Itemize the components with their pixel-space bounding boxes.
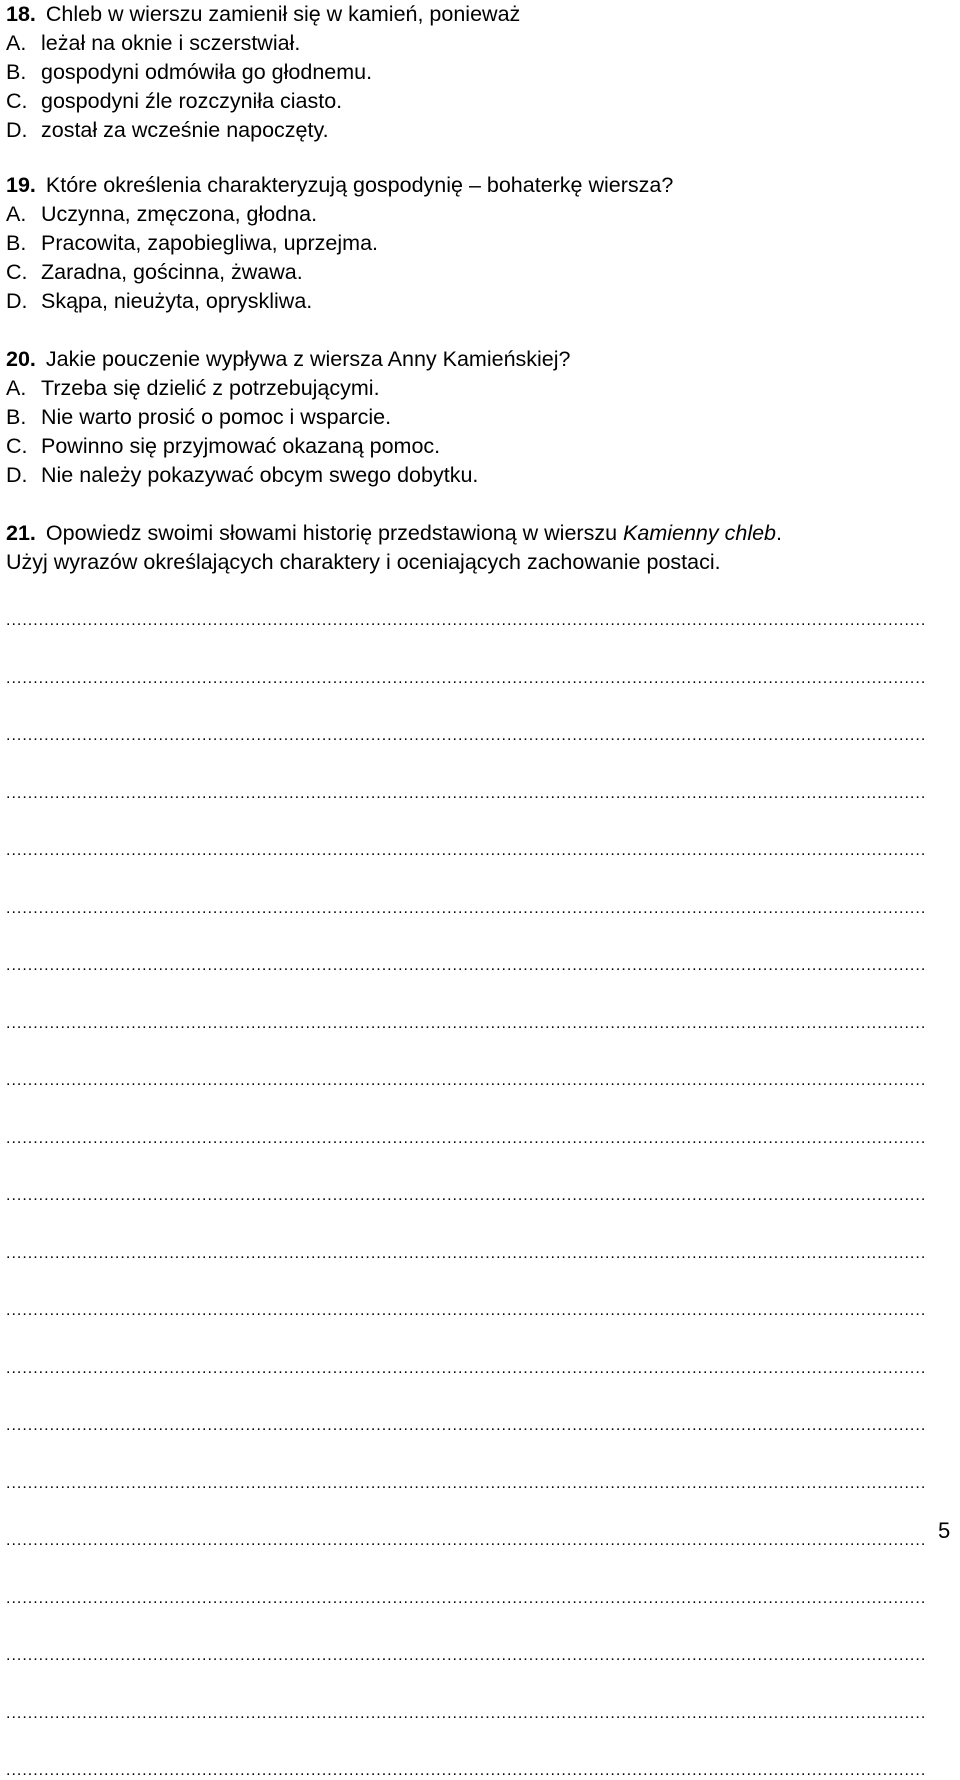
- question-19-stem: [6, 171, 673, 200]
- answer-line[interactable]: .........................................................................................................................................................................: [6, 1589, 927, 1607]
- answer-line[interactable]: .........................................................................................................................................................................: [6, 1014, 927, 1032]
- q20-option-b[interactable]: [6, 403, 391, 432]
- option-letter: C.: [6, 434, 28, 458]
- answer-line[interactable]: .........................................................................................................................................................................: [6, 899, 927, 917]
- answer-line[interactable]: .........................................................................................................................................................................: [6, 1532, 927, 1549]
- question-18-stem: [6, 0, 520, 29]
- answer-line[interactable]: .........................................................................................................................................................................: [6, 784, 927, 802]
- option-letter: B.: [6, 405, 27, 429]
- question-text: Opowiedz swoimi słowami historię przedstawioną w wierszu: [45, 521, 618, 545]
- answer-line[interactable]: .........................................................................................................................................................................: [6, 1359, 927, 1377]
- answer-line[interactable]: .........................................................................................................................................................................: [6, 1762, 927, 1779]
- option-text: Nie należy pokazywać obcym swego dobytku.: [41, 463, 479, 487]
- option-text: gospodyni odmówiła go głodnemu.: [41, 60, 373, 84]
- option-text: Powinno się przyjmować okazaną pomoc.: [41, 434, 441, 458]
- instruction-text: Użyj wyrazów określających charaktery i oceniających zachowanie postaci.: [6, 550, 721, 574]
- answer-line[interactable]: .........................................................................................................................................................................: [6, 1302, 927, 1319]
- q18-option-c[interactable]: [6, 87, 342, 116]
- answer-line[interactable]: .........................................................................................................................................................................: [6, 669, 927, 687]
- q19-option-b[interactable]: [6, 229, 378, 258]
- question-text-end: .: [776, 521, 782, 545]
- option-letter: C.: [6, 260, 28, 284]
- answer-line[interactable]: .........................................................................................................................................................................: [6, 1244, 927, 1262]
- option-letter: B.: [6, 60, 27, 84]
- answer-line[interactable]: .........................................................................................................................................................................: [6, 957, 927, 974]
- question-21-instruction: [6, 548, 721, 577]
- option-letter: D.: [6, 463, 28, 487]
- q18-option-a[interactable]: [6, 29, 300, 58]
- question-number: 20.: [6, 347, 36, 371]
- q20-option-c[interactable]: [6, 432, 440, 461]
- answer-line[interactable]: .........................................................................................................................................................................: [6, 1072, 927, 1089]
- option-letter: A.: [6, 202, 27, 226]
- option-letter: D.: [6, 289, 28, 313]
- q19-option-c[interactable]: [6, 258, 303, 287]
- q20-option-d[interactable]: [6, 461, 478, 490]
- option-letter: C.: [6, 89, 28, 113]
- page-number: 5: [938, 1518, 951, 1543]
- question-text: Jakie pouczenie wypływa z wiersza Anny Kamieńskiej?: [45, 347, 571, 371]
- option-letter: A.: [6, 376, 27, 400]
- answer-line[interactable]: .........................................................................................................................................................................: [6, 1474, 927, 1492]
- option-text: Skąpa, nieużyta, opryskliwa.: [41, 289, 313, 313]
- poem-title: Kamienny chleb: [623, 521, 777, 545]
- answer-line[interactable]: .........................................................................................................................................................................: [6, 727, 927, 744]
- option-text: Nie warto prosić o pomoc i wsparcie.: [41, 405, 392, 429]
- option-letter: B.: [6, 231, 27, 255]
- option-text: leżał na oknie i sczerstwiał.: [41, 31, 301, 55]
- option-text: Zaradna, gościnna, żwawa.: [41, 260, 303, 284]
- answer-line[interactable]: .........................................................................................................................................................................: [6, 1704, 927, 1722]
- q19-option-a[interactable]: [6, 200, 317, 229]
- answer-line[interactable]: .........................................................................................................................................................................: [6, 1417, 927, 1434]
- question-21-stem: [6, 519, 782, 548]
- option-letter: A.: [6, 31, 27, 55]
- answer-line[interactable]: .........................................................................................................................................................................: [6, 1647, 927, 1664]
- option-letter: D.: [6, 118, 28, 142]
- question-text: Które określenia charakteryzują gospodynię – bohaterkę wiersza?: [45, 173, 674, 197]
- option-text: Pracowita, zapobiegliwa, uprzejma.: [41, 231, 378, 255]
- option-text: gospodyni źle rozczyniła ciasto.: [41, 89, 343, 113]
- answer-line[interactable]: .........................................................................................................................................................................: [6, 1187, 927, 1204]
- option-text: Uczynna, zmęczona, głodna.: [41, 202, 318, 226]
- answer-line[interactable]: .........................................................................................................................................................................: [6, 612, 927, 629]
- question-20-stem: [6, 345, 571, 374]
- question-number: 21.: [6, 521, 36, 545]
- question-number: 18.: [6, 2, 36, 26]
- answer-line[interactable]: .........................................................................................................................................................................: [6, 1129, 927, 1147]
- q20-option-a[interactable]: [6, 374, 380, 403]
- q19-option-d[interactable]: [6, 287, 312, 316]
- option-text: został za wcześnie napoczęty.: [41, 118, 329, 142]
- option-text: Trzeba się dzielić z potrzebującymi.: [41, 376, 380, 400]
- q18-option-d[interactable]: [6, 116, 329, 145]
- q18-option-b[interactable]: [6, 58, 372, 87]
- answer-line[interactable]: .........................................................................................................................................................................: [6, 842, 927, 859]
- question-text: Chleb w wierszu zamienił się w kamień, ponieważ: [45, 2, 521, 26]
- question-number: 19.: [6, 173, 36, 197]
